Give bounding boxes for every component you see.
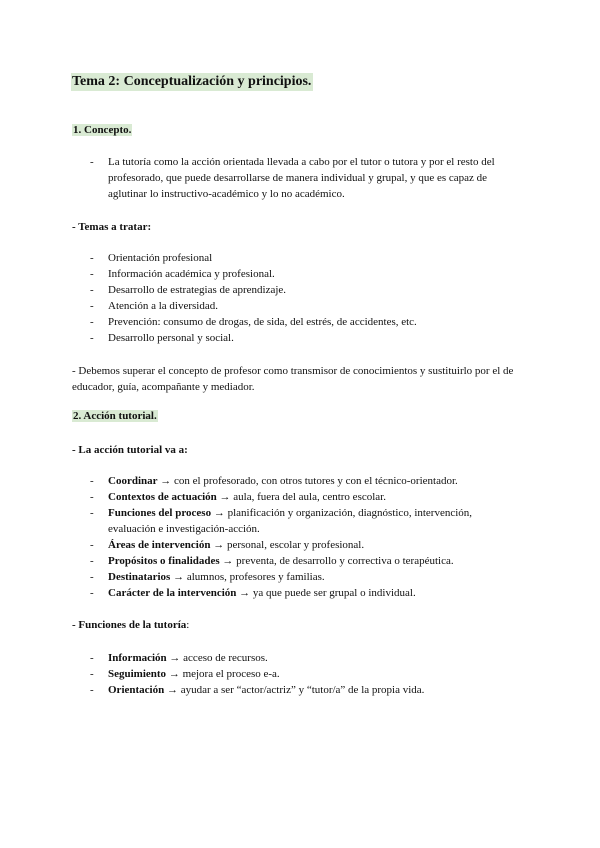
dash-bullet: - — [90, 284, 94, 296]
list-item — [72, 473, 522, 489]
dash-bullet: - — [90, 571, 94, 583]
item-term: Funciones del proceso — [108, 507, 212, 519]
arrow-glyph: → — [160, 475, 172, 487]
list-item — [72, 666, 522, 682]
accion-heading: - La acción tutorial va a: — [72, 444, 188, 456]
dash-bullet: - — [90, 507, 94, 519]
arrow-glyph: → — [239, 587, 251, 599]
arrow-glyph: → — [173, 571, 185, 583]
item-term: Información — [108, 652, 167, 664]
page-title: Tema 2: Conceptualización y principios. — [72, 74, 312, 89]
dash-bullet: - — [90, 156, 94, 168]
temas-list — [72, 250, 522, 346]
list-item — [72, 282, 522, 298]
arrow-glyph: → — [169, 652, 181, 664]
list-item — [72, 489, 522, 505]
section-2-heading — [72, 409, 158, 424]
dash-bullet: - — [90, 539, 94, 551]
funciones-list — [72, 650, 522, 698]
list-item — [72, 537, 522, 553]
item-desc: con el profesorado, con otros tutores y con el técnico-orientador. — [174, 475, 458, 487]
funciones-heading-colon: : — [186, 619, 190, 631]
dash-bullet: - — [90, 475, 94, 487]
list-item-text: Desarrollo personal y social. — [108, 332, 234, 344]
item-desc: planificación y organización, diagnóstico, intervención, evaluación e investigación-acción. — [108, 507, 473, 535]
item-term: Coordinar — [108, 475, 158, 487]
item-desc: personal, escolar y profesional. — [226, 539, 365, 551]
list-item — [72, 330, 522, 346]
dash-bullet: - — [90, 252, 94, 264]
accion-list — [72, 473, 522, 601]
list-item — [72, 569, 522, 585]
temas-heading: - Temas a tratar: — [72, 221, 152, 233]
dash-bullet: - — [90, 332, 94, 344]
dash-bullet: - — [90, 268, 94, 280]
dash-bullet: - — [90, 668, 94, 680]
list-item-text: Orientación profesional — [108, 252, 213, 264]
list-item — [72, 266, 522, 282]
item-desc: aula, fuera del aula, centro escolar. — [233, 491, 386, 503]
item-desc: alumnos, profesores y familias. — [186, 571, 325, 583]
item-term: Contextos de actuación — [108, 491, 217, 503]
list-item-text: Atención a la diversidad. — [108, 300, 218, 312]
item-desc: acceso de recursos. — [183, 652, 268, 664]
list-item — [72, 682, 522, 698]
list-item — [72, 250, 522, 266]
arrow-glyph: → — [168, 668, 180, 680]
arrow-glyph: → — [213, 539, 225, 551]
item-term: Carácter de la intervención — [108, 587, 237, 599]
dash-bullet: - — [90, 555, 94, 567]
arrow-glyph: → — [222, 555, 234, 567]
list-item-text: Desarrollo de estrategias de aprendizaje. — [108, 284, 287, 296]
dash-bullet: - — [90, 684, 94, 696]
item-term: Áreas de intervención — [108, 539, 211, 551]
section-2-heading-text: 2. Acción tutorial. — [73, 410, 157, 422]
arrow-glyph: → — [219, 491, 231, 503]
arrow-glyph: → — [213, 507, 225, 519]
list-item — [72, 585, 522, 601]
list-item — [72, 298, 522, 314]
item-term: Orientación — [108, 684, 165, 696]
definition-text: La tutoría como la acción orientada llevada a cabo por el tutor o tutora y por el resto del profesorado, que puede desarrollarse de manera individual y grupal, y que es capaz de aglutinar lo instructivo-académico y lo no académico. — [108, 156, 495, 200]
item-desc: mejora el proceso e-a. — [182, 668, 280, 680]
definition-item — [72, 154, 522, 202]
arrow-glyph: → — [166, 684, 178, 696]
item-desc: ayudar a ser “actor/actriz” y “tutor/a” de la propia vida. — [180, 684, 425, 696]
section-1-heading-text: 1. Concepto. — [73, 124, 132, 136]
section-1-heading — [72, 123, 132, 138]
list-item — [72, 553, 522, 569]
dash-bullet: - — [90, 652, 94, 664]
definition-list — [72, 154, 522, 202]
list-item — [72, 314, 522, 330]
funciones-heading-text: - Funciones de la tutoría — [72, 619, 187, 631]
item-desc: preventa, de desarrollo y correctiva o terapéutica. — [236, 555, 454, 567]
dash-bullet: - — [90, 300, 94, 312]
dash-bullet: - — [90, 316, 94, 328]
item-term: Destinatarios — [108, 571, 171, 583]
item-desc: ya que puede ser grupal o individual. — [252, 587, 416, 599]
list-item — [72, 650, 522, 666]
list-item — [72, 505, 522, 537]
item-term: Seguimiento — [108, 668, 167, 680]
note-paragraph: - Debemos superar el concepto de profesor como transmisor de conocimientos y sustituirlo por el de educador, guía, acompañante y mediador. — [72, 365, 514, 393]
dash-bullet: - — [90, 491, 94, 503]
dash-bullet: - — [90, 587, 94, 599]
list-item-text: Prevención: consumo de drogas, de sida, del estrés, de accidentes, etc. — [108, 316, 417, 328]
list-item-text: Información académica y profesional. — [108, 268, 275, 280]
item-term: Propósitos o finalidades — [108, 555, 220, 567]
funciones-heading — [72, 618, 189, 633]
